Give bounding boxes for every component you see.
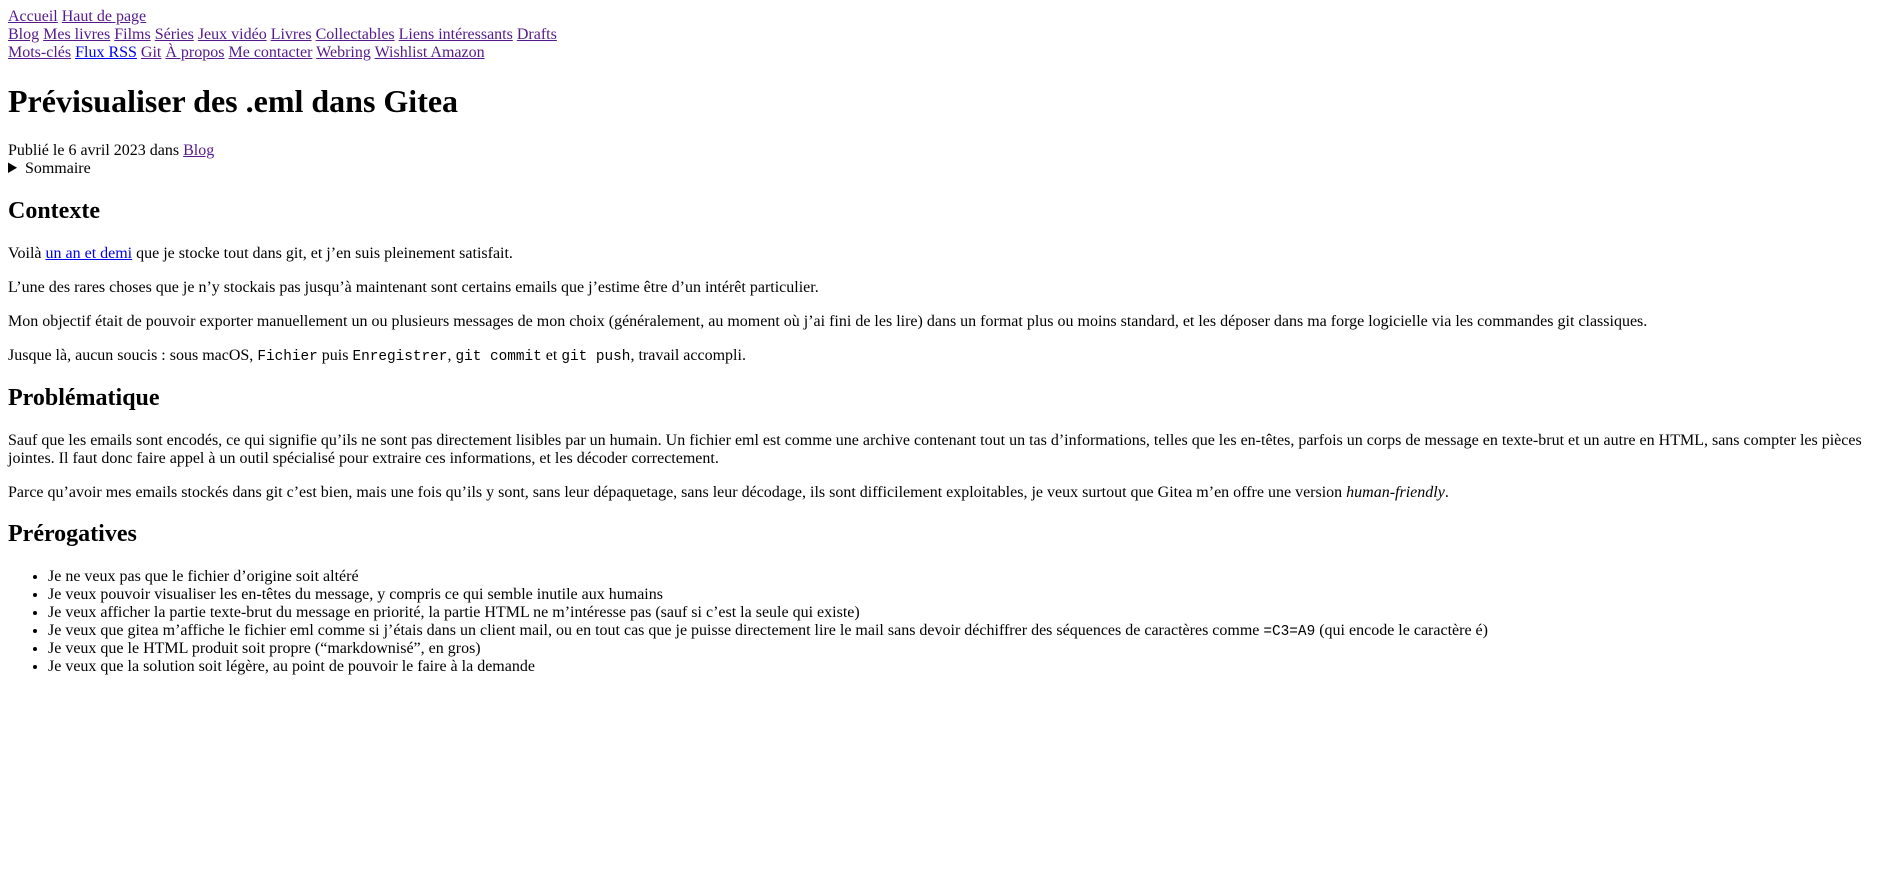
primary-nav (8, 8, 1869, 62)
nav-row-top (8, 8, 1869, 26)
inline-code: =C3=A9 (1263, 624, 1316, 641)
nav-link-drafts[interactable]: Drafts (516, 26, 557, 43)
paragraph: Jusque là, aucun soucis : sous macOS, Fichier puis Enregistrer, git commit et git push, travail accompli. (8, 346, 746, 365)
nav-link-wishlist-amazon[interactable]: Wishlist Amazon (374, 44, 485, 61)
nav-link-git[interactable]: Git (140, 44, 162, 61)
list-item: • Je veux afficher la partie texte-brut du message en priorité, la partie HTML ne m’intéresse pas (sauf si c’est la seule qui existe) (48, 604, 1869, 622)
inline-code: git commit (455, 348, 542, 365)
nav-link-mots-cles[interactable]: Mots-clés (8, 44, 72, 61)
article (8, 83, 1869, 676)
inline-code: git push (561, 348, 631, 365)
nav-link-mes-livres[interactable]: Mes livres (43, 26, 111, 43)
paragraph: Parce qu’avoir mes emails stockés dans git c’est bien, mais une fois qu’ils y sont, sans leur dépaquetage, sans leur décodage, ils sont difficilement exploitables, je veux surtout que Gitea m’en offre une version human-friendly. (8, 483, 1449, 501)
section-heading-problematique: Problématique (8, 384, 160, 411)
nav-link-me-contacter[interactable]: Me contacter (228, 44, 313, 61)
section-heading-prerogatives: Prérogatives (8, 521, 137, 548)
page-title: Prévisualiser des .eml dans Gitea (8, 83, 459, 120)
paragraph: L’une des rares choses que je n’y stockais pas jusqu’à maintenant sont certains emails que j’estime être d’un intérêt particulier. (8, 278, 819, 296)
section-heading-contexte: Contexte (8, 197, 100, 224)
toc-details (8, 160, 1869, 178)
nav-link-collectables[interactable]: Collectables (315, 26, 395, 43)
nav-link-livres[interactable]: Livres (270, 26, 312, 43)
link-un-an-et-demi[interactable]: un an et demi (45, 244, 133, 262)
nav-link-jeux-video[interactable]: Jeux vidéo (197, 26, 267, 43)
list-item: • Je veux que la solution soit légère, au point de pouvoir le faire à la demande (48, 658, 1869, 676)
toc-summary[interactable]: Sommaire (24, 159, 91, 177)
emphasis-text: human-friendly (1346, 483, 1445, 501)
nav-link-films[interactable]: Films (114, 26, 151, 43)
list-item: • Je veux que gitea m’affiche le fichier eml comme si j’étais dans un client mail, ou en tout cas que je puisse directement lire le mail sans devoir déchiffrer des séquences de caractères comme =C3=A9 (qui encode le caractère é) (48, 622, 1869, 640)
list-item: • Je veux que le HTML produit soit propre (“markdownisé”, en gros) (48, 640, 1869, 658)
nav-row-meta (8, 44, 1869, 62)
link-blog[interactable]: Blog (183, 141, 215, 159)
list-item: • Je veux pouvoir visualiser les en-têtes du message, y compris ce qui semble inutile aux humains (48, 586, 1869, 604)
nav-link-a-propos[interactable]: À propos (165, 44, 225, 61)
site-header (8, 8, 1869, 62)
nav-link-accueil[interactable]: Accueil (8, 8, 58, 25)
nav-row-categories (8, 26, 1869, 44)
paragraph: Voilà un an et demi que je stocke tout dans git, et j’en suis pleinement satisfait. (8, 244, 513, 262)
nav-link-webring[interactable]: Webring (316, 44, 371, 61)
inline-code: Fichier (257, 348, 318, 365)
list-item: • Je ne veux pas que le fichier d’origine soit altéré (48, 568, 1869, 586)
article-body (8, 198, 1869, 677)
inline-code: Enregistrer (352, 348, 448, 365)
paragraph: Mon objectif était de pouvoir exporter manuellement un ou plusieurs messages de mon choix (généralement, au moment où j’ai fini de les lire) dans un format plus ou moins standard, et les déposer dans ma forge logicielle via les commandes git classiques. (8, 312, 1648, 330)
nav-link-flux-rss[interactable]: Flux RSS (75, 44, 137, 61)
byline: Publié le 6 avril 2023 dans Blog (8, 141, 215, 159)
nav-link-haut-de-page[interactable]: Haut de page (61, 8, 147, 25)
bullet-list (8, 568, 1869, 676)
nav-link-liens-interessants[interactable]: Liens intéressants (398, 26, 513, 43)
paragraph: Sauf que les emails sont encodés, ce qui signifie qu’ils ne sont pas directement lisibles par un humain. Un fichier eml est comme une archive contenant tout un tas d’informations, telles que les en-têtes, parfois un corps de message en texte-brut et un autre en HTML, sans compter les pièces jointes. Il faut donc faire appel à un outil spécialisé pour extraire ces informations, et les décoder correctement. (8, 431, 1862, 467)
nav-link-series[interactable]: Séries (154, 26, 194, 43)
nav-link-blog[interactable]: Blog (8, 26, 40, 43)
